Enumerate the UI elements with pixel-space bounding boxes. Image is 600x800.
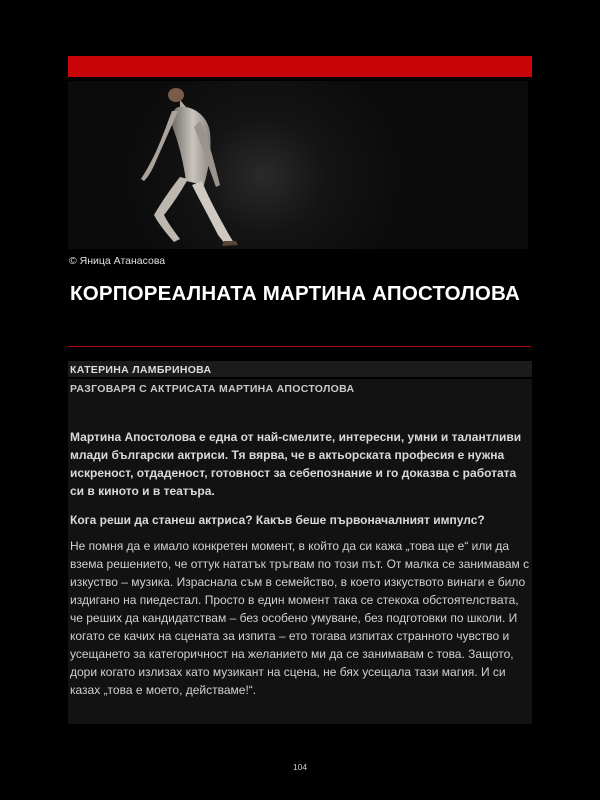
header-accent-bar — [68, 56, 532, 77]
dancer-figure — [68, 81, 528, 249]
page-number: 104 — [292, 762, 308, 772]
interview-answer: Не помня да е имало конкретен момент, в който да си кажа „това ще е“ или да взема решението, че оттук нататък тръгвам по този път. От малка се занимавам с изкуство – музика. Израснала съм в семейство, в което изкуството винаги е било издигано на пиедестал. Просто в един момент така се стекоха обстоятелствата, че реших да кандидатствам – без особено умуване, без подготовки по школи. И когато се качих на сцената за изпита – ето тогава изпитах странното чувство и усещането за категоричност на желанието ми да се занимавам с това. Защото, дори когато излизах като музикант на сцена, не бях усещала тази магия. И си казах „това е моето, действаме!“. — [70, 539, 530, 697]
interview-question: Кога реши да станеш актриса? Какъв беше първоначалният импулс? — [70, 513, 485, 527]
article-author: КАТЕРИНА ЛАМБРИНОВА — [70, 364, 212, 376]
article-subtitle: РАЗГОВАРЯ С АКТРИСАТА МАРТИНА АПОСТОЛОВА — [70, 383, 355, 395]
article-lead: Мартина Апостолова е една от най-смелите, интересни, умни и талантливи млади български актриси. Тя вярва, че в актьорската професия е нужна искреност, отдаденост, готовност за себепознание и го доказва с работата си в киното и в театъра. — [70, 430, 522, 498]
title-divider — [68, 346, 531, 347]
article-title: КОРПОРЕАЛНАТА МАРТИНА АПОСТОЛОВА — [70, 282, 521, 305]
article-photo — [68, 81, 528, 249]
photo-credit: © Яница Атанасова — [69, 255, 166, 267]
